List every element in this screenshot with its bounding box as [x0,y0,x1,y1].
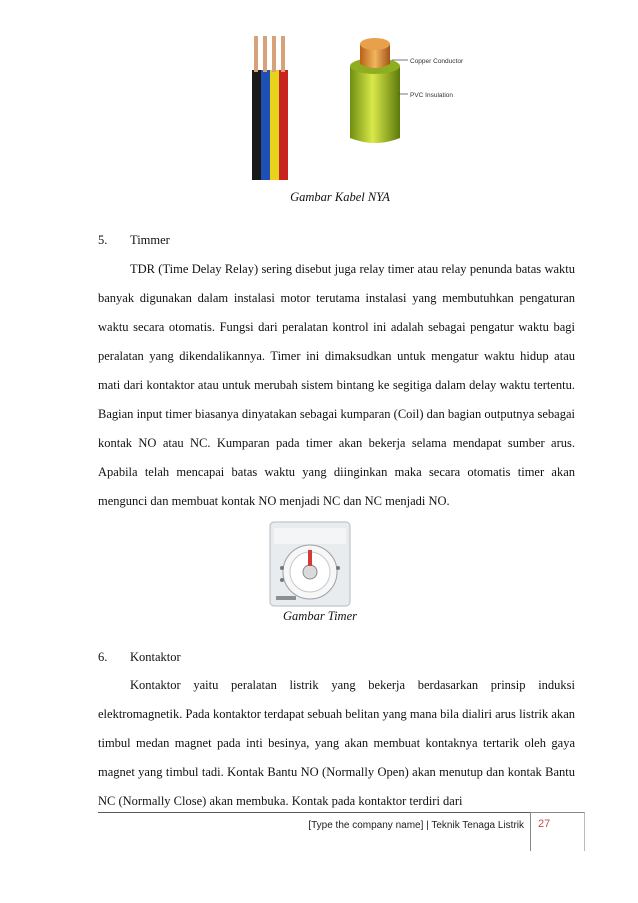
timer-paragraph: TDR (Time Delay Relay) sering disebut juga relay timer atau relay penunda batas waktu banyak digunakan dalam instalasi motor terutama instalasi yang membutuhkan pengaturan waktu secara otomatis. Fungsi dari peralatan kontrol ini adalah sebagai pengatur waktu bagi peralatan yang dikendalikannya. Timer ini dimaksudkan untuk mengatur waktu hidup atau mati dari kontaktor atau untuk merubah sistem bintang ke segitiga dalam delay waktu tertentu. Bagian input timer biasanya dinyatakan sebagai kumparan (Coil) dan bagian outputnya sebagai kontak NO atau NC. Kumparan pada timer akan bekerja selama mendapat sumber arus. Apabila telah mencapai batas waktu yang diinginkan maka secara otomatis timer akan mengunci dan membuat kontak NO menjadi NC dan NC menjadi NO. [98,262,575,508]
page-number: 27 [538,818,551,830]
footer-company-text: [Type the company name] | Teknik Tenaga Listrik [308,820,524,831]
figure-caption-timer: Gambar Timer [283,609,357,623]
pvc-insulation-label: PVC Insulation [410,92,453,99]
section-title-timmer: Timmer [130,233,170,247]
copper-conductor-label: Copper Conductor [410,58,464,65]
kontaktor-paragraph: Kontaktor yaitu peralatan listrik yang bekerja berdasarkan prinsip induksi elektromagnetik. Pada kontaktor terdapat sebuah belitan yang mana bila dialiri arus listrik akan timbul medan magnet pada inti besinya, yang akan membuat kontaknya tertarik oleh gaya magnet yang timbul tadi. Kontak Bantu NO (Normally Open) akan menutup dan kontak Bantu NC (Normally Close) akan membuka. Kontak pada kontaktor terdiri dari [98,678,575,808]
cable-nya-image [240,30,500,182]
timer-image [262,518,358,610]
footer-divider [98,812,530,813]
section-number-5: 5. [98,233,108,247]
figure-caption-cable: Gambar Kabel NYA [290,190,390,204]
section-number-6: 6. [98,650,108,664]
section-title-kontaktor: Kontaktor [130,650,181,664]
page-number-box [530,812,585,851]
